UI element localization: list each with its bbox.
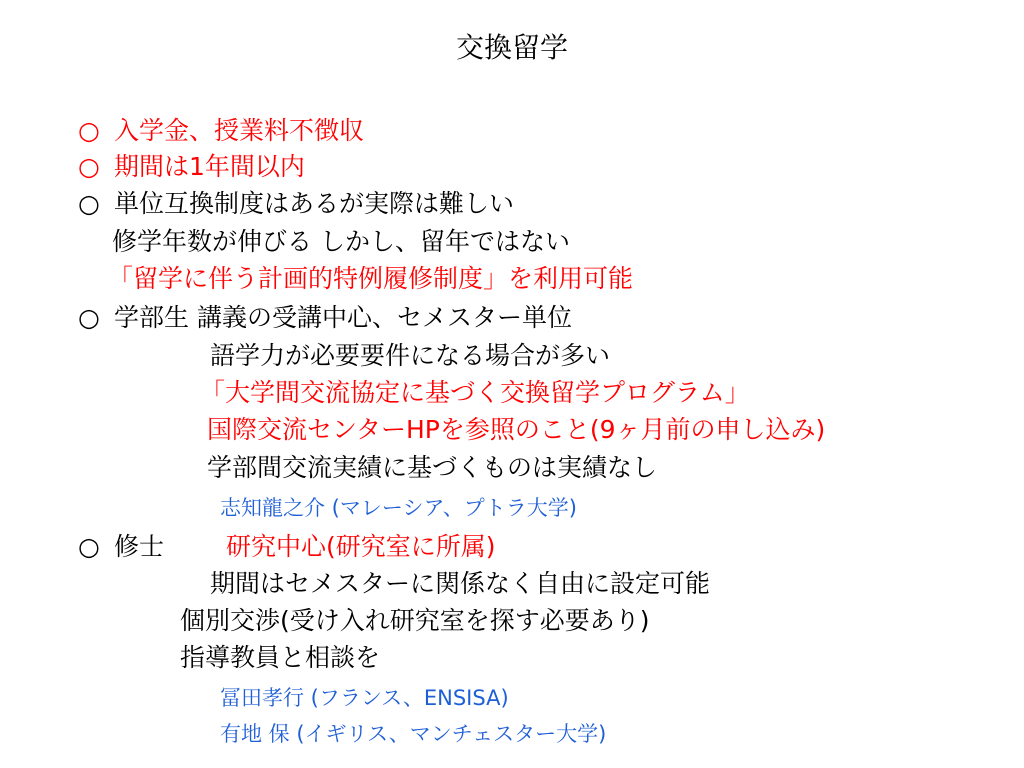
sub-line-10: 学部間交流実績に基づくものは実績なし	[207, 453, 658, 482]
sub-line-15: 指導教員と相談を	[180, 643, 381, 672]
line-6-text: 学部生 講義の受講中心、セメスター単位	[114, 303, 572, 332]
line-12-text: 修士	[114, 532, 165, 561]
sub-line-5: 「留学に伴う計画的特例履修制度」を利用可能	[108, 264, 634, 293]
bullet-line-12	[78, 529, 164, 565]
sub-line-14: 個別交渉(受け入れ研究室を探す必要あり)	[180, 606, 650, 635]
bullet-circle: ○	[78, 152, 100, 181]
sub-line-13: 期間はセメスターに関係なく自由に設定可能	[210, 569, 711, 598]
student-line-16: 冨田孝行 (フランス、ENSISA)	[220, 686, 509, 710]
sub-line-8: 「大学間交流協定に基づく交換留学プログラム」	[200, 378, 750, 407]
student-line-17: 有地 保 (イギリス、マンチェスター大学)	[220, 722, 607, 746]
bullet-line-3	[78, 186, 514, 222]
student-line-11: 志知龍之介 (マレーシア、プトラ大学)	[220, 496, 577, 520]
bullet-circle: ○	[78, 116, 100, 145]
bullet-circle: ○	[78, 303, 100, 332]
line-3-text: 単位互換制度はあるが実際は難しい	[114, 189, 515, 218]
bullet-line-1	[78, 113, 364, 149]
sub-line-7: 語学力が必要要件になる場合が多い	[210, 341, 611, 370]
sub-line-4: 修学年数が伸びる しかし、留年ではない	[112, 227, 570, 256]
line-1-text: 入学金、授業料不徴収	[114, 116, 365, 145]
bullet-line-6	[78, 300, 572, 336]
line-2-text: 期間は1年間以内	[114, 152, 305, 181]
bullet-line-2	[78, 149, 305, 185]
bullet-circle: ○	[78, 532, 100, 561]
bullet-circle: ○	[78, 189, 100, 218]
slide-title: 交換留学	[455, 31, 568, 64]
sub-line-9: 国際交流センターHPを参照のこと(9ヶ月前の申し込み)	[207, 415, 826, 444]
sub-line-12b: 研究中心(研究室に所属)	[226, 532, 496, 561]
